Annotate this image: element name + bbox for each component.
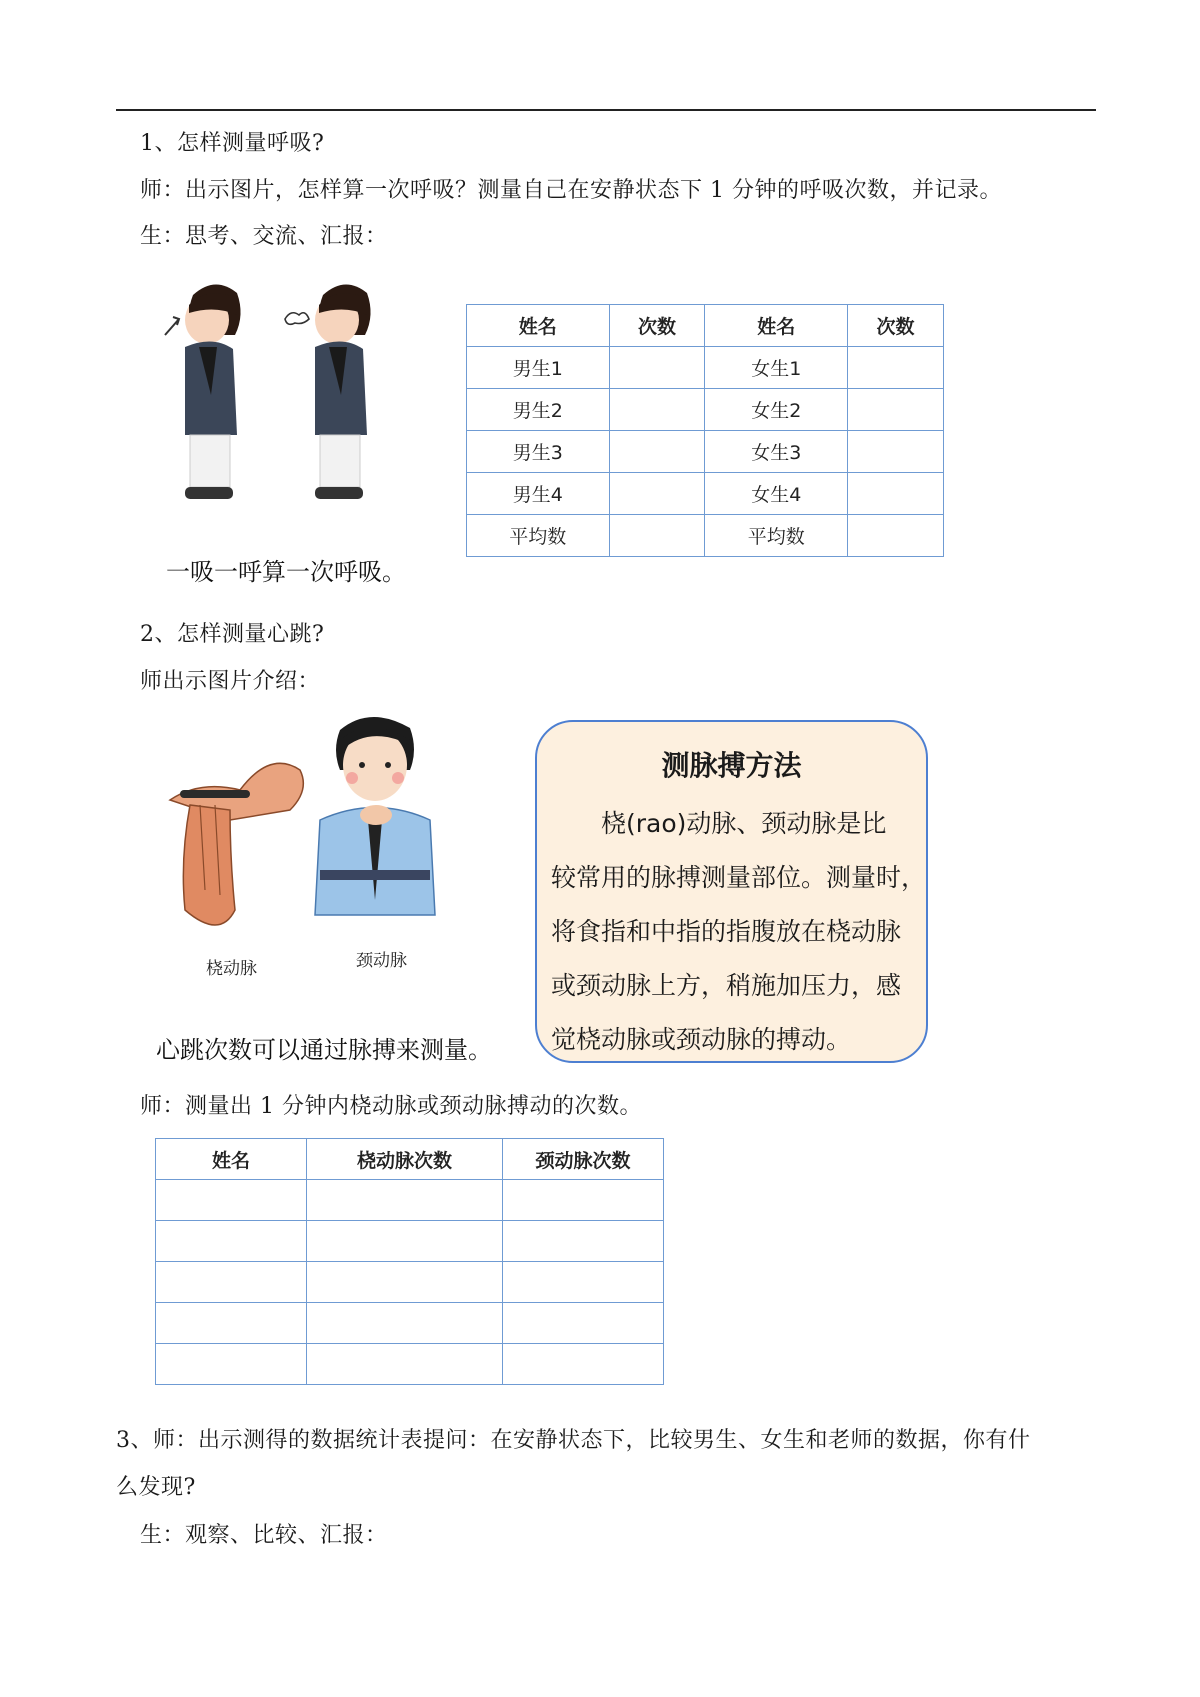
exhaling-child-figure — [285, 284, 371, 499]
section3-student-text: 生：观察、比较、汇报： — [140, 1523, 388, 1548]
pulse-record-table — [155, 1138, 664, 1385]
card-line: 桡(rao)动脉、颈动脉是比 — [601, 809, 887, 838]
table-cell — [503, 1344, 664, 1385]
table-cell — [848, 473, 944, 515]
header-count-boys: 次数 — [609, 305, 705, 347]
table-cell — [307, 1303, 503, 1344]
table-cell: 平均数 — [705, 515, 848, 557]
header-name: 姓名 — [156, 1139, 307, 1180]
section1-teacher-text: 师：出示图片，怎样算一次呼吸？测量自己在安静状态下 1 分钟的呼吸次数，并记录。 — [140, 178, 1002, 203]
table-cell: 男生2 — [467, 389, 610, 431]
pulse-caption: 心跳次数可以通过脉搏来测量。 — [156, 1036, 492, 1064]
card-line: 觉桡动脉或颈动脉的搏动。 — [551, 1025, 852, 1054]
header-count-girls: 次数 — [848, 305, 944, 347]
table-cell — [307, 1221, 503, 1262]
header-name-girls: 姓名 — [705, 305, 848, 347]
header-radial-count: 桡动脉次数 — [307, 1139, 503, 1180]
breathing-record-table — [466, 304, 944, 557]
section2-heading: 2、怎样测量心跳? — [140, 622, 325, 647]
table-cell: 女生1 — [705, 347, 848, 389]
card-line: 将食指和中指的指腹放在桡动脉 — [551, 917, 902, 946]
table-cell — [848, 389, 944, 431]
card-line: 或颈动脉上方，稍施加压力，感 — [551, 971, 902, 1000]
table-row — [156, 1262, 664, 1303]
table-row — [467, 473, 944, 515]
section3-line1: 3、师：出示测得的数据统计表提问：在安静状态下，比较男生、女生和老师的数据，你有什 — [116, 1428, 1031, 1453]
table-cell — [307, 1180, 503, 1221]
section3-line2: 么发现? — [116, 1475, 196, 1500]
section1-student-text: 生：思考、交流、汇报： — [140, 224, 388, 249]
wrist-pulse-figure — [170, 763, 303, 925]
table-row — [156, 1180, 664, 1221]
neck-pulse-figure — [315, 717, 435, 915]
section2-intro: 师出示图片介绍： — [140, 669, 321, 694]
table-cell — [848, 515, 944, 557]
table-cell: 男生4 — [467, 473, 610, 515]
table-cell — [609, 431, 705, 473]
table-cell — [156, 1180, 307, 1221]
table-cell — [609, 473, 705, 515]
table-cell: 男生3 — [467, 431, 610, 473]
table-row — [467, 515, 944, 557]
breathing-caption: 一吸一呼算一次呼吸。 — [166, 558, 406, 586]
table-cell — [156, 1262, 307, 1303]
table-header-row — [156, 1139, 664, 1180]
header-rule — [116, 109, 1096, 111]
table-row — [156, 1303, 664, 1344]
table-row — [467, 431, 944, 473]
table-header-row — [467, 305, 944, 347]
table-cell — [609, 515, 705, 557]
table-cell — [307, 1262, 503, 1303]
table-row — [467, 389, 944, 431]
header-name-boys: 姓名 — [467, 305, 610, 347]
breathing-illustration — [145, 275, 425, 535]
carotid-artery-label: 颈动脉 — [356, 951, 407, 971]
table-cell — [503, 1180, 664, 1221]
header-carotid-count: 颈动脉次数 — [503, 1139, 664, 1180]
radial-artery-label: 桡动脉 — [206, 959, 257, 979]
table-cell — [156, 1303, 307, 1344]
table-cell — [503, 1303, 664, 1344]
table-row — [156, 1221, 664, 1262]
section2-teacher-text: 师：测量出 1 分钟内桡动脉或颈动脉搏动的次数。 — [140, 1094, 642, 1119]
section1-heading: 1、怎样测量呼吸? — [140, 131, 325, 156]
card-title: 测脉搏方法 — [661, 749, 802, 782]
pulse-method-card — [535, 720, 928, 1063]
table-cell: 女生2 — [705, 389, 848, 431]
table-cell — [156, 1344, 307, 1385]
table-cell: 女生3 — [705, 431, 848, 473]
table-cell — [503, 1221, 664, 1262]
table-cell — [503, 1262, 664, 1303]
table-cell — [848, 347, 944, 389]
table-cell: 平均数 — [467, 515, 610, 557]
table-cell: 女生4 — [705, 473, 848, 515]
table-cell — [307, 1344, 503, 1385]
table-cell — [609, 389, 705, 431]
table-cell — [609, 347, 705, 389]
pulse-illustration — [160, 710, 460, 1010]
table-cell — [848, 431, 944, 473]
table-row — [467, 347, 944, 389]
card-line: 较常用的脉搏测量部位。测量时， — [551, 863, 927, 892]
table-cell — [156, 1221, 307, 1262]
inhaling-child-figure — [165, 284, 241, 499]
table-row — [156, 1344, 664, 1385]
table-cell: 男生1 — [467, 347, 610, 389]
